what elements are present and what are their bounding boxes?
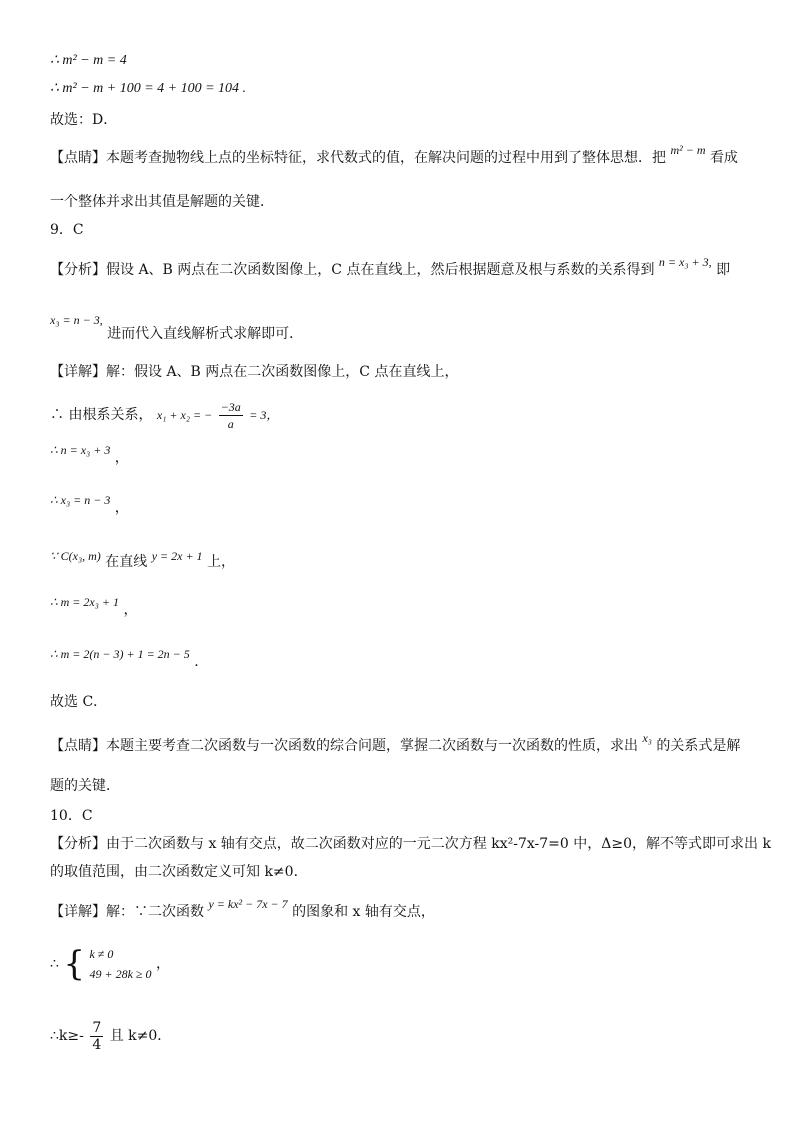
punctuation: ， xyxy=(114,450,129,466)
therefore-symbol: ∴ xyxy=(50,956,59,972)
question-number-10 xyxy=(50,806,750,826)
equation: ∴ n = x₃ + 3 xyxy=(50,443,111,457)
solution-line-4 xyxy=(50,490,750,516)
fraction-numerator: −3a xyxy=(220,399,241,414)
equation: ∴ m² − m + 100 = 4 + 100 = 104 . xyxy=(50,81,247,96)
question-number: 9．C xyxy=(50,222,84,238)
comment-text: 题的关键． xyxy=(50,778,120,794)
eq-line-1 xyxy=(50,50,750,71)
fraction xyxy=(90,1020,103,1053)
analysis-line-2 xyxy=(50,313,750,342)
solution-text: 【详解】解：假设 A、B 两点在二次函数图像上，C 点在直线上， xyxy=(50,364,459,380)
analysis-text: 【分析】由于二次函数与 x 轴有交点，故二次函数对应的一元二次方程 kx²-7x-7=0 中，Δ≥0，解不等式即可求出 k xyxy=(50,836,771,852)
inline-math: x₃ xyxy=(642,731,652,745)
solution-text: 在直线 xyxy=(105,554,148,570)
solution-line-5 xyxy=(50,546,750,570)
solution-text: ∴ 由根系关系， xyxy=(50,407,153,423)
analysis-text: 即 xyxy=(716,262,731,278)
solution-line-10a xyxy=(50,897,750,922)
fraction-numerator: 7 xyxy=(92,1019,102,1036)
solution-text: 的图象和 x 轴有交点， xyxy=(292,904,435,920)
punctuation: ， xyxy=(155,956,170,972)
analysis-text: 进而代入直线解析式求解即可． xyxy=(107,326,304,342)
answer-text: 故选：D． xyxy=(50,112,118,128)
system-rows xyxy=(89,944,151,984)
comment-text: 的关系式是解 xyxy=(656,738,741,754)
solution-line-10b xyxy=(50,944,750,988)
solution-text: ∴k≥- xyxy=(50,1028,84,1044)
solution-line-1 xyxy=(50,362,750,382)
comment-text: 【点睛】本题考查抛物线上点的坐标特征，求代数式的值，在解决问题的过程中用到了整体思想．把 xyxy=(50,150,666,166)
analysis-line-10a xyxy=(50,834,771,854)
comment-line-2 xyxy=(50,192,750,212)
analysis-text: 的取值范围，由二次函数定义可知 k≠0． xyxy=(50,864,308,880)
equation: ∴ m = 2(n − 3) + 1 = 2n − 5 xyxy=(50,647,190,661)
comment-line-9a xyxy=(50,731,750,756)
comment-text: 看成 xyxy=(709,150,738,166)
fraction-denominator: a xyxy=(227,416,234,431)
equation: ∴ m² − m = 4 xyxy=(50,53,127,68)
answer-text: 故选 C． xyxy=(50,694,108,710)
solution-line-6 xyxy=(50,592,750,618)
solution-line-3 xyxy=(50,440,750,466)
inline-math: y = kx² − 7x − 7 xyxy=(208,897,288,911)
question-number-9 xyxy=(50,220,750,240)
punctuation: . xyxy=(194,654,199,670)
analysis-line-10b xyxy=(50,862,750,882)
solution-text: 【详解】解：∵二次函数 xyxy=(50,904,204,920)
comment-text: 【点睛】本题主要考查二次函数与一次函数的综合问题，掌握二次函数与一次函数的性质，求出 xyxy=(50,738,638,754)
solution-text: 上， xyxy=(207,554,236,570)
solution-line-10c xyxy=(50,1016,750,1056)
punctuation: ， xyxy=(114,500,129,516)
punctuation: ， xyxy=(123,602,138,618)
fraction-denominator: 4 xyxy=(92,1036,102,1053)
equation: ∴ x₃ = n − 3 xyxy=(50,493,111,507)
system-row: 49 + 28k ≥ 0 xyxy=(89,967,152,981)
inline-math: ∵ C(x₃, m) xyxy=(50,549,101,563)
inline-math: = 3， xyxy=(249,408,279,422)
inline-math: y = 2x + 1 xyxy=(151,549,203,563)
comment-text: 一个整体并求出其值是解题的关键． xyxy=(50,194,274,210)
comment-line-1 xyxy=(50,143,750,168)
solution-line-7 xyxy=(50,644,750,670)
inline-math: x₃ = n − 3, xyxy=(50,313,103,327)
comment-line-9b xyxy=(50,776,750,796)
fraction xyxy=(219,399,243,432)
analysis-text: 【分析】假设 A、B 两点在二次函数图像上，C 点在直线上，然后根据题意及根与系数的关系得到 xyxy=(50,262,655,278)
system-row: k ≠ 0 xyxy=(89,947,114,961)
inline-math: m² − m xyxy=(670,143,706,157)
inline-math: x₁ + x₂ = − xyxy=(156,408,213,422)
eq-line-2 xyxy=(50,78,750,99)
question-number: 10．C xyxy=(50,808,93,824)
solution-text: 且 k≠0． xyxy=(109,1028,172,1044)
answer-line xyxy=(50,110,750,130)
analysis-line-1 xyxy=(50,255,750,280)
inline-math: n = x₃ + 3, xyxy=(658,255,712,269)
left-brace: { xyxy=(63,944,86,984)
solution-line-2 xyxy=(50,396,750,434)
answer-line-9 xyxy=(50,692,750,712)
equation-system xyxy=(63,944,151,984)
equation: ∴ m = 2x₃ + 1 xyxy=(50,595,119,609)
